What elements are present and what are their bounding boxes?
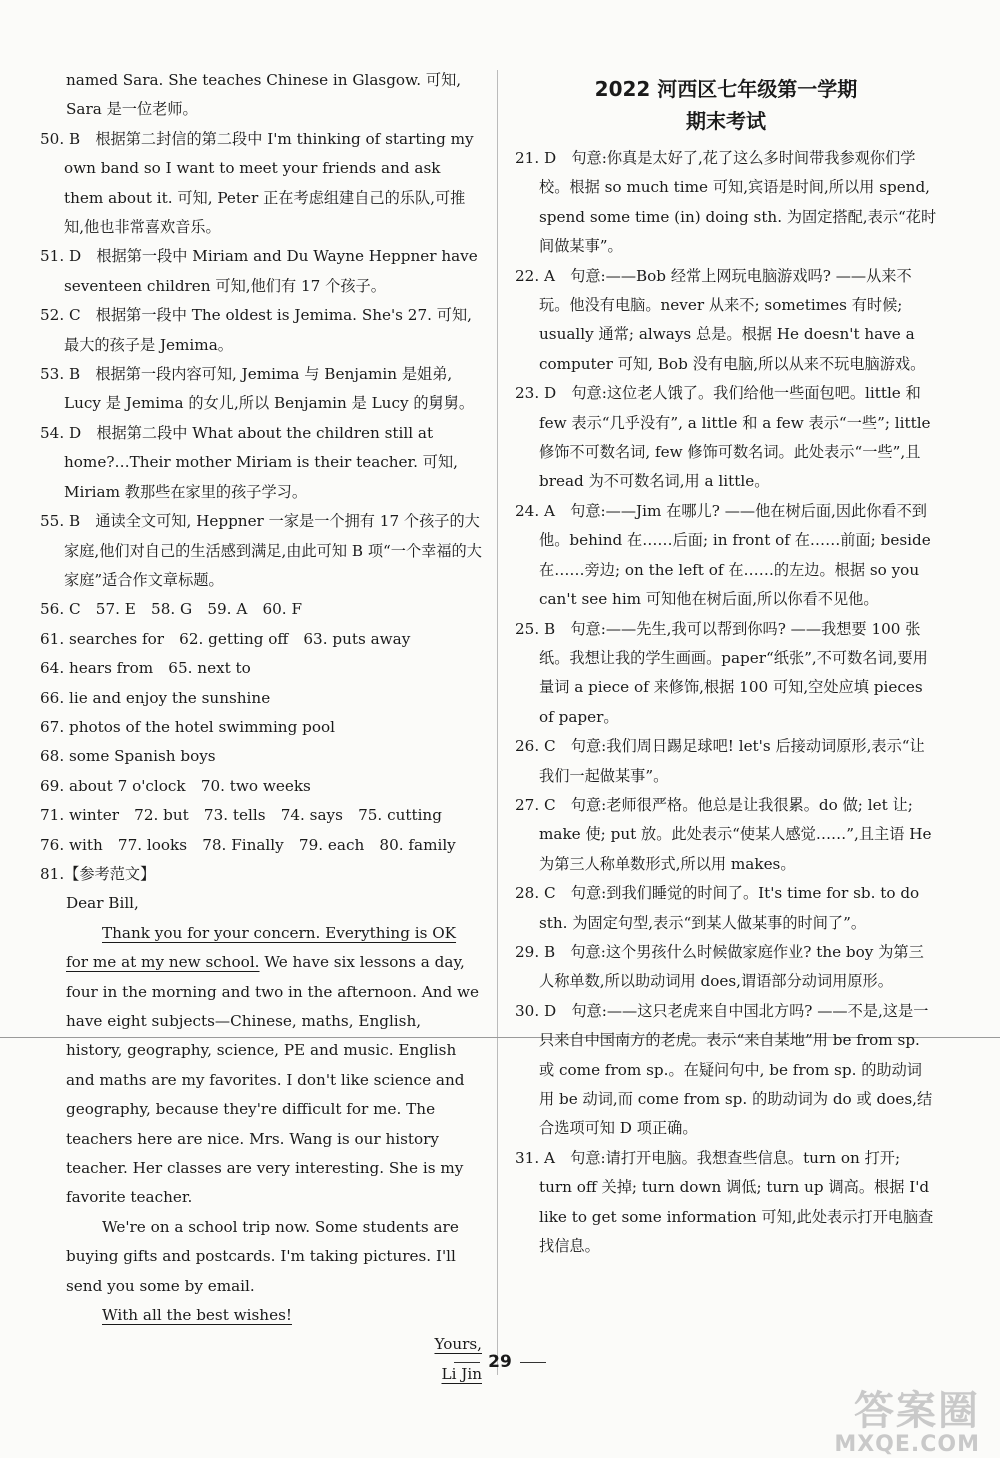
answer-item-50: 50. B 根据第二封信的第二段中 I'm thinking of starting my own band so I want to meet your friends and ask them about it. 可知, Peter 正在考虑组建自己的乐队,可推知,他也非常喜欢音乐。 [40,129,474,237]
answer-item-23: 23. D 句意:这位老人饿了。我们给他一些面包吧。little 和 few 表示“几乎没有”, a little 和 a few 表示“一些”; little 修饰不可数名词, few 修饰可数名词。此处表示“一些”,且 bread 为不可数名词,用 a little。 [515,384,931,491]
page-number-dash-right [520,1362,546,1363]
answer-line: Sara 是一位老师。 [66,100,198,119]
answer-row-68: 68. some Spanish boys [40,747,216,766]
answer-item-29: 29. B 句意:这个男孩什么时候做家庭作业? the boy 为第三人称单数,所以助动词用 does,谓语部分动词用原形。 [515,942,924,991]
answer-row-56-60: 56. C 57. E 58. G 59. A 60. F [40,600,302,619]
answer-row-71-75: 71. winter 72. but 73. tells 74. says 75. cutting [40,806,442,825]
answer-item-31: 31. A 句意:请打开电脑。我想查些信息。turn on 打开; turn off 关掉; turn down 调低; turn up 调高。根据 I'd like to get some information 可知,此处表示打开电脑查找信息。 [515,1148,934,1256]
answer-row-66: 66. lie and enjoy the sunshine [40,688,271,707]
right-column [515,74,937,1261]
answer-item-22: 22. A 句意:——Bob 经常上网玩电脑游戏吗? ——从来不玩。他没有电脑。never 从来不; sometimes 有时候; usually 通常; always 总是。根据 He doesn't have a computer 可知, Bob 没有电脑,所以从来不玩电脑游戏。 [515,266,926,373]
answer-row-67: 67. photos of the hotel swimming pool [40,717,335,736]
answer-item-24: 24. A 句意:——Jim 在哪儿? ——他在树后面,因此你看不到他。behind 在……后面; in front of 在……前面; beside 在……旁边; on the left of 在……的左边。根据 so you can't see him 可知他在树后面,所以你看不见他。 [515,501,931,609]
column-divider [497,70,498,1375]
sample-letter [40,889,482,1389]
page-number: 29 [0,1352,1000,1372]
answer-row-64-65: 64. hears from 65. next to [40,659,251,678]
letter-underlined-sentence: Thank you for your concern. Everything is OK for me at my new school. [66,923,457,972]
answer-line: named Sara. She teaches Chinese in Glasgow. 可知, [66,71,462,89]
answer-item-55: 55. B 通读全文可知, Heppner 一家是一个拥有 17 个孩子的大家庭,他们对自己的生活感到满足,由此可知 B 项“一个幸福的大家庭”适合作文章标题。 [40,512,482,589]
letter-paragraph-3 [66,1301,482,1330]
answer-item-28: 28. C 句意:到我们睡觉的时间了。It's time for sb. to do sth. 为固定句型,表示“到某人做某事的时间了”。 [515,884,920,932]
answer-row-81: 81.【参考范文】 [40,864,156,883]
watermark-url: MXQE.COM [834,1432,980,1457]
section-title: 2022 河西区七年级第一学期 [594,77,858,101]
answer-item-21: 21. D 句意:你真是太好了,花了这么多时间带我参观你们学校。根据 so much time 可知,宾语是时间,所以用 spend, spend some time (in) doing sth. 为固定搭配,表示“花时间做某事”。 [515,149,937,256]
watermark [834,1390,980,1458]
letter-wishes: With all the best wishes! [102,1306,292,1325]
letter-paragraph-1-rest: We have six lessons a day, four in the morning and two in the afternoon. And we have eight subjects—Chinese, maths, English, history, geography, science, PE and music. English and maths are my favorites. I don't like science and geography, because they're difficult for me. The teachers here are nice. Mrs. Wang is our history teacher. Her classes are very interesting. She is my favorite teacher. [66,953,480,1207]
page-number-dash-left [454,1362,480,1363]
answer-item-25: 25. B 句意:——先生,我可以帮到你吗? ——我想要 100 张纸。我想让我的学生画画。paper“纸张”,不可数名词,要用量词 a piece of 来修饰,根据 100 可知,空处应填 pieces of paper。 [515,619,928,726]
answer-row-69-70: 69. about 7 o'clock 70. two weeks [40,776,311,795]
answer-item-52: 52. C 根据第一段中 The oldest is Jemima. She's 27. 可知,最大的孩子是 Jemima。 [40,306,472,354]
answer-row-76-80: 76. with 77. looks 78. Finally 79. each 80. family [40,835,456,854]
letter-signature: Li Jin [441,1364,482,1383]
letter-paragraph-1 [66,919,482,1213]
letter-greeting: Dear Bill, [66,894,139,913]
letter-paragraph-2: We're on a school trip now. Some students are buying gifts and postcards. I'm taking pictures. I'll send you some by email. [66,1217,459,1295]
answer-item-53: 53. B 根据第一段内容可知, Jemima 与 Benjamin 是姐弟, Lucy 是 Jemima 的女儿,所以 Benjamin 是 Lucy 的舅舅。 [40,365,475,413]
answer-item-51: 51. D 根据第一段中 Miriam and Du Wayne Heppner have seventeen children 可知,他们有 17 个孩子。 [40,247,478,295]
left-column [40,66,482,1389]
answer-row-61-63: 61. searches for 62. getting off 63. puts away [40,629,411,648]
letter-closing: Yours, [434,1335,482,1354]
watermark-logo: 答案圈 [854,1388,980,1434]
section-subtitle: 期末考试 [686,109,766,133]
answer-item-26: 26. C 句意:我们周日踢足球吧! let's 后接动词原形,表示“让我们一起做某事”。 [515,737,925,785]
answer-item-30: 30. D 句意:——这只老虎来自中国北方吗? ——不是,这是一只来自中国南方的老虎。表示“来自某地”用 be from sp. 或 come from sp.。在疑问句中, be from sp. 的助动词用 be 动词,而 come from sp. 的助动词为 do 或 does,结合选项可知 D 项正确。 [515,1001,933,1138]
answer-item-54: 54. D 根据第二段中 What about the children still at home?…Their mother Miriam is their teacher. 可知, Miriam 教那些在家里的孩子学习。 [40,423,458,501]
answer-item-27: 27. C 句意:老师很严格。他总是让我很累。do 做; let 让; make 使; put 放。此处表示“使某人感觉……”,且主语 He 为第三人称单数形式,所以用 makes。 [515,795,932,873]
